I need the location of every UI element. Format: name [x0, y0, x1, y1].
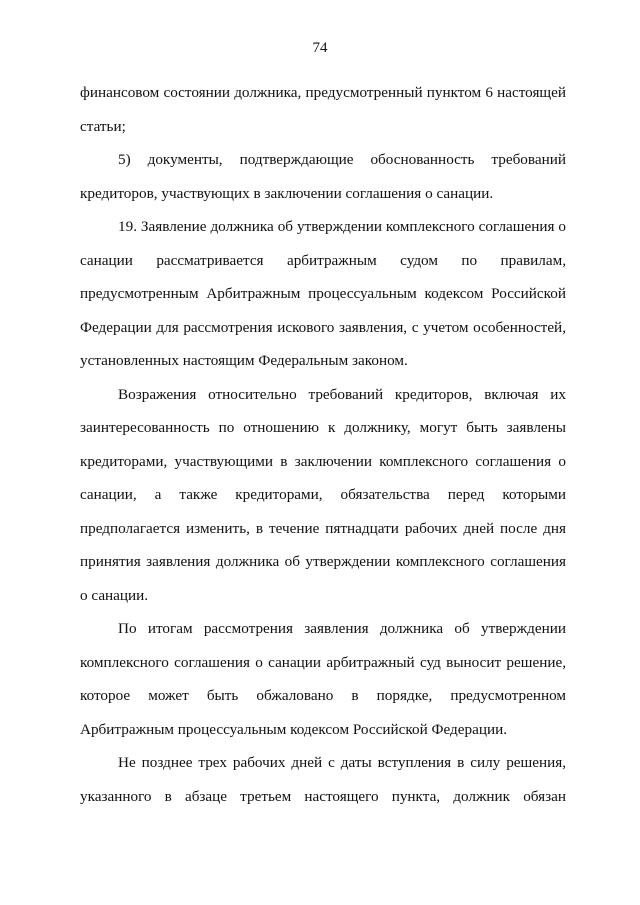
text-line: предполагается изменить, в течение пятнадцати рабочих дней после дня: [80, 519, 566, 537]
text-line: о санации.: [80, 586, 149, 604]
text-line: кредиторов, участвующих в заключении соглашения о санации.: [80, 184, 494, 202]
text-line: По итогам рассмотрения заявления должника об утверждении: [118, 620, 566, 637]
text-line: статьи;: [80, 117, 126, 135]
text-line: которое может быть обжаловано в порядке, предусмотренном: [80, 687, 566, 704]
text-line: установленных настоящим Федеральным законом.: [80, 352, 408, 369]
text-line: принятия заявления должника об утверждении комплексного соглашения: [80, 553, 566, 570]
text-line: санации рассматривается арбитражным судом по правилам,: [80, 251, 566, 269]
text-line: Возражения относительно требований кредиторов, включая их: [118, 385, 566, 403]
text-line: кредиторами, участвующими в заключении комплексного соглашения о: [80, 452, 566, 470]
text-line: предусмотренным Арбитражным процессуальным кодексом Российской: [80, 285, 566, 302]
text-line: указанного в абзаце третьем настоящего пункта, должник обязан: [80, 787, 566, 805]
page-number: 74: [312, 40, 328, 56]
text-line: финансовом состоянии должника, предусмотренный пунктом 6 настоящей: [80, 84, 566, 101]
text-line: Не позднее трех рабочих дней с даты вступления в силу решения,: [118, 754, 566, 771]
text-line: Арбитражным процессуальным кодексом Российской Федерации.: [80, 720, 508, 738]
text-line: заинтересованность по отношению к должнику, могут быть заявлены: [80, 419, 566, 436]
text-line: санации, а также кредиторами, обязательства перед которыми: [80, 486, 566, 503]
text-line: 19. Заявление должника об утверждении комплексного соглашения о: [118, 218, 566, 235]
text-line: 5) документы, подтверждающие обоснованность требований: [118, 151, 566, 168]
text-line: Федерации для рассмотрения искового заявления, с учетом особенностей,: [80, 318, 566, 336]
text-line: комплексного соглашения о санации арбитражный суд выносит решение,: [80, 653, 566, 671]
body-text: [80, 76, 566, 813]
